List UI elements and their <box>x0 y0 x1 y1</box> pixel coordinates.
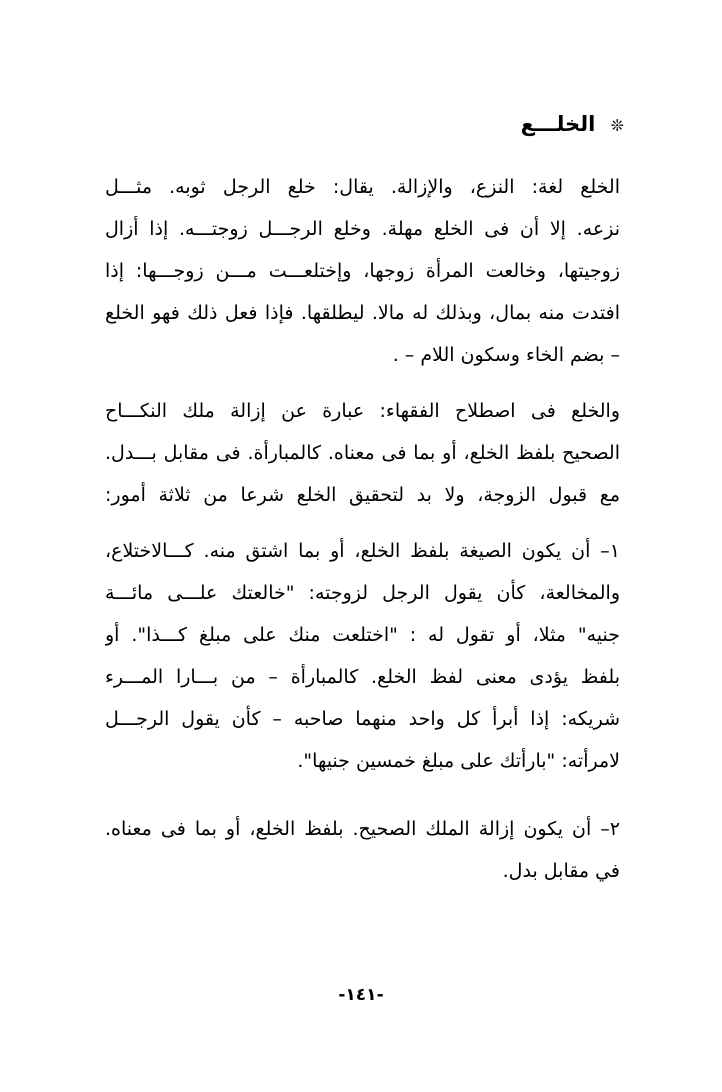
text-line: الخلع لغة: النزع، والإزالة. يقال: خلع الرجل ثوبه. مثـــل <box>105 176 620 198</box>
text-line: والمخالعة، كأن يقول الرجل لزوجته: "خالعتك علـــى مائـــة <box>105 582 620 604</box>
paragraph-definition-language <box>105 166 620 376</box>
page-number: -١٤١- <box>338 985 384 1005</box>
text-line: ١– أن يكون الصيغة بلفظ الخلع، أو بما اشتق منه. كـــالاختلاع، <box>105 540 620 562</box>
ornament-bullet-icon: ❊ <box>610 116 624 135</box>
heading-title: الخلـــع <box>520 112 596 136</box>
text-line: لامرأته: "بارأتك على مبلغ خمسين جنيها". <box>297 750 620 772</box>
paragraph-condition-two <box>105 808 620 892</box>
text-line: نزعه. إلا أن فى الخلع مهلة. وخلع الرجـــل زوجتـــه. إذا أزال <box>105 218 620 240</box>
section-heading <box>521 112 624 136</box>
text-line: جنيه" مثلا، أو تقول له : "اختلعت منك على مبلغ كـــذا". أو <box>105 624 620 646</box>
text-line: والخلع فى اصطلاح الفقهاء: عبارة عن إزالة ملك النكـــاح <box>105 400 620 422</box>
paragraph-definition-jurists <box>105 390 620 516</box>
text-line: في مقابل بدل. <box>502 860 620 882</box>
text-line: الصحيح بلفظ الخلع، أو بما فى معناه. كالمبارأة. فى مقابل بـــدل. <box>105 442 620 464</box>
text-line: ٢– أن يكون إزالة الملك الصحيح. بلفظ الخلع، أو بما فى معناه. <box>105 818 620 840</box>
text-line: شريكه: إذا أبرأ كل واحد منهما صاحبه – كأن يقول الرجـــل <box>105 708 620 730</box>
paragraph-condition-one <box>105 530 620 782</box>
text-line: بلفظ يؤدى معنى لفظ الخلع. كالمبارأة – من بـــارا المـــرء <box>105 666 620 688</box>
text-line: افتدت منه بمال، وبذلك له مالا. ليطلقها. فإذا فعل ذلك فهو الخلع <box>105 302 620 324</box>
text-line: – بضم الخاء وسكون اللام – . <box>392 344 620 366</box>
text-line: زوجيتها، وخالعت المرأة زوجها، وإختلعـــت مـــن زوجـــها: إذا <box>105 260 620 282</box>
text-line: مع قبول الزوجة، ولا بد لتحقيق الخلع شرعا من ثلاثة أمور: <box>105 484 620 506</box>
